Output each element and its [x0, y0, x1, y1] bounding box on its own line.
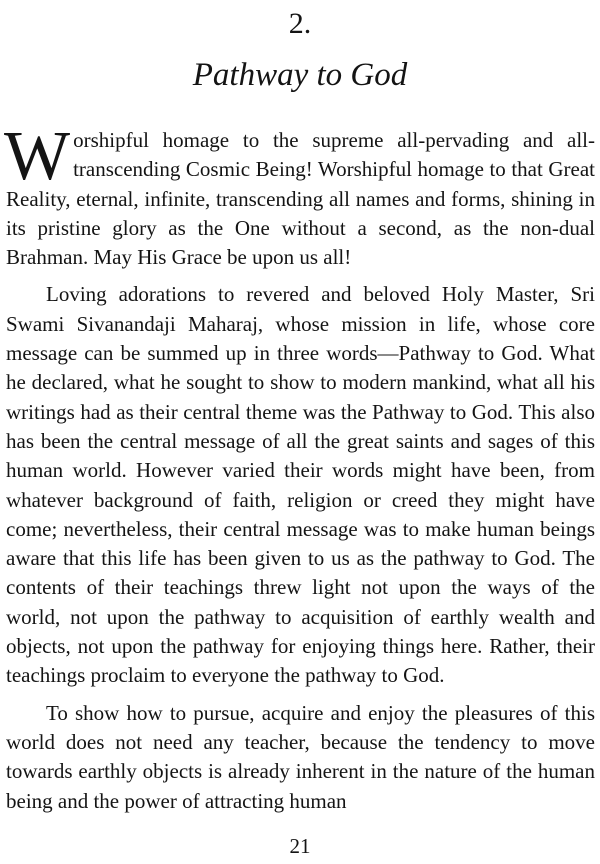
paragraph-3: To show how to pursue, acquire and enjoy the pleasures of this world does not need any teacher, because the tendency to move towards earthly objects is already inherent in the nature of the human being and the power of attracting human	[6, 700, 595, 813]
paragraph-2: Loving adorations to revered and beloved Holy Master, Sri Swami Sivanandaji Maharaj, whose mission in life, whose core message can be summed up in three words—Pathway to God. What he declared, what he sought to show to modern mankind, what all his writings had as their central theme was the Pathway to God. This also has been the central message of all the great saints and sages of this human world. However varied their words might have been, from whatever background of faith, religion or creed they might have come; nevertheless, their central message was to make human beings aware that this life has been given to us as the pathway to God. The contents of their teachings threw light not upon the ways of the world, not upon the pathway to acquisition of earthly wealth and objects, not upon the pathway for enjoying things here. Rather, their teachings proclaim to everyone the pathway to God.	[6, 282, 595, 688]
paragraph-1-text: orshipful homage to the supreme all-pervading and all-transcending Cosmic Being! Worshipful homage to that Great Reality, eternal, infinite, transcending all names and forms, shining in its pristine glory as the One without a second, as the non-dual Brahman. May His Grace be upon us all!	[6, 128, 595, 270]
chapter-title: Pathway to God	[192, 57, 408, 93]
page-number: 21	[289, 834, 311, 858]
chapter-number: 2.	[288, 7, 312, 40]
body-text	[4, 118, 595, 816]
drop-cap: W	[4, 118, 71, 195]
paragraph-1	[4, 118, 595, 272]
